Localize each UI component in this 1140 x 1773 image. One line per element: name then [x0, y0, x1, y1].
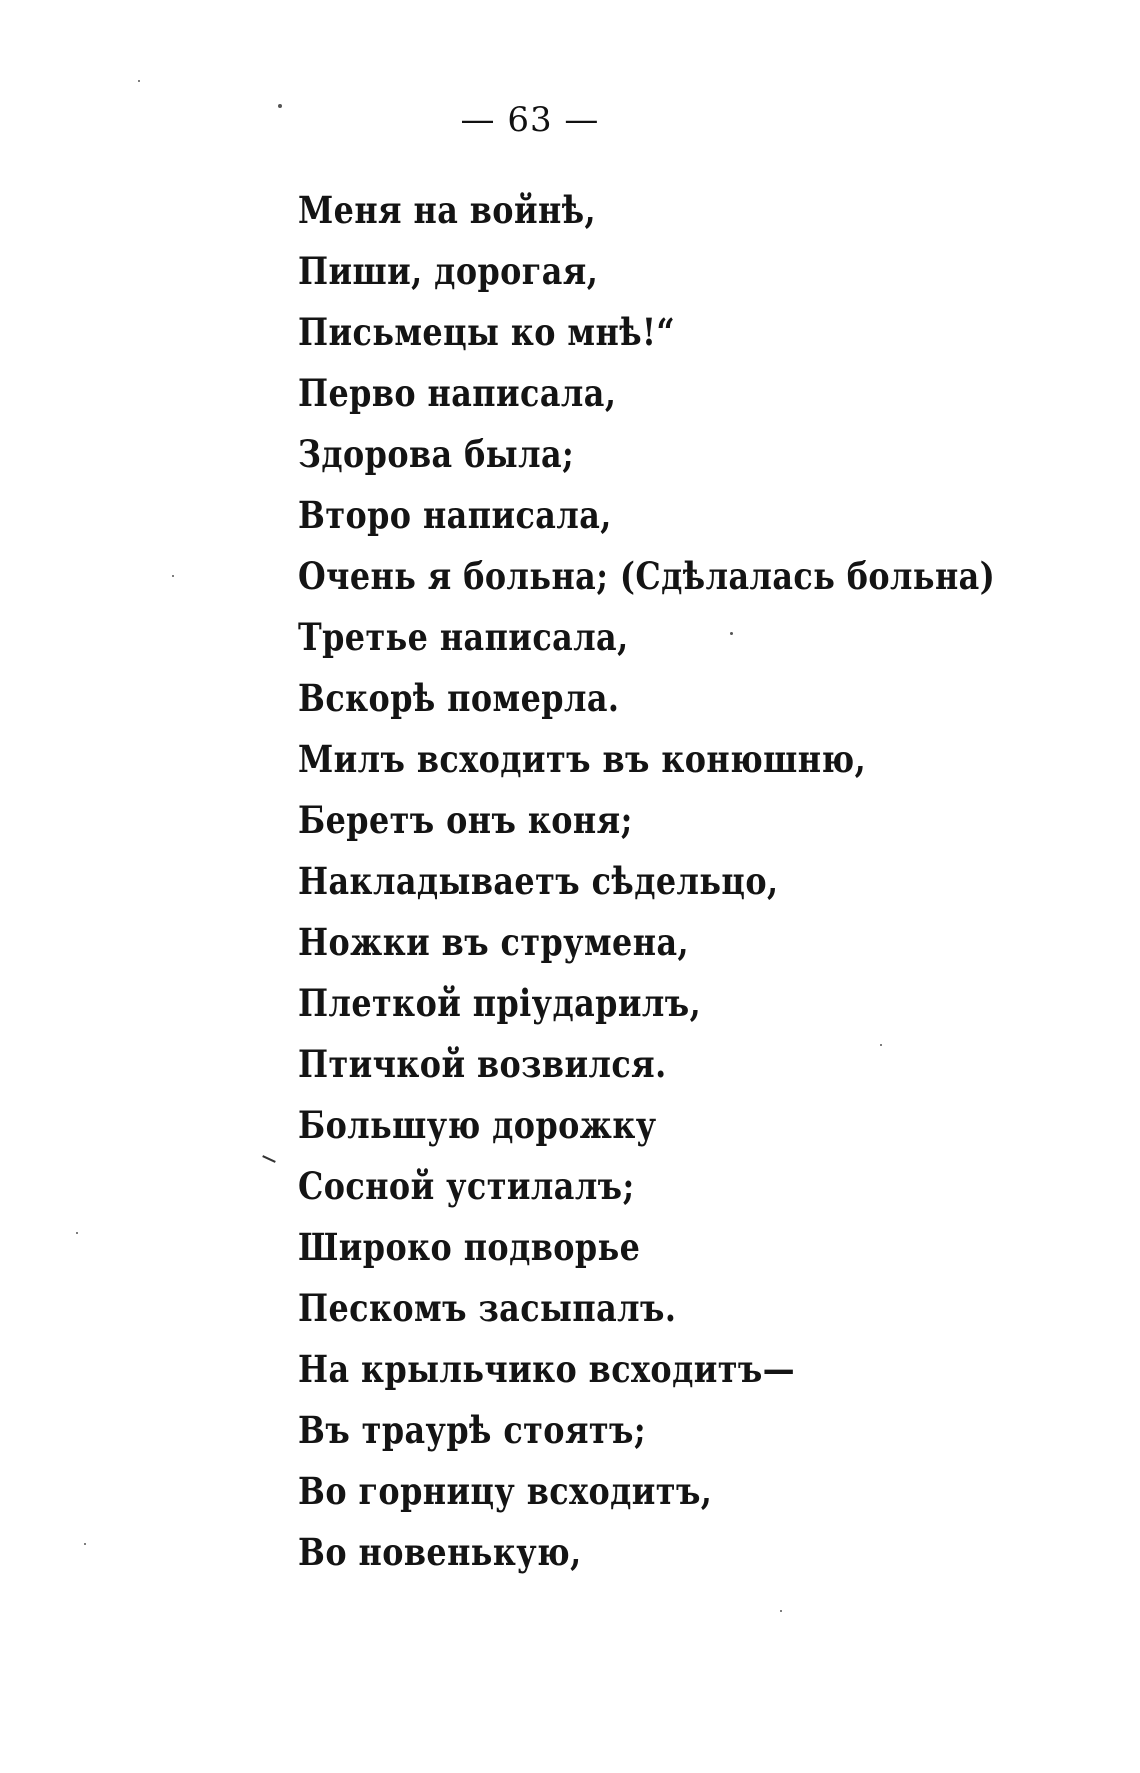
poem-line: Очень я больна; (Сдѣлалась больна)	[298, 554, 996, 598]
poem-line: Во новенькую,	[298, 1530, 582, 1574]
poem-line: Пиши, дорогая,	[298, 249, 599, 293]
poem-line: Въ траурѣ стоятъ;	[298, 1408, 647, 1452]
poem-line: Во горницу всходитъ,	[298, 1469, 713, 1513]
scan-mark	[262, 1155, 276, 1163]
poem-line: Вскорѣ померла.	[298, 676, 620, 720]
poem-line: Большую дорожку	[298, 1103, 657, 1147]
poem-line: Письмецы ко мнѣ!“	[298, 310, 676, 354]
poem-line: Здорова была;	[298, 432, 575, 476]
poem-line: Ножки въ струмена,	[298, 920, 690, 964]
scan-speck	[730, 632, 733, 635]
poem-line: Третье написала,	[298, 615, 629, 659]
poem	[298, 180, 1109, 1583]
poem-line: Сосной устилалъ;	[298, 1164, 635, 1208]
scan-speck	[780, 1610, 782, 1612]
poem-line: Милъ всходитъ въ конюшню,	[298, 737, 867, 781]
scan-speck	[172, 575, 174, 577]
scan-speck	[278, 104, 282, 108]
poem-line: Накладываетъ сѣдельцо,	[298, 859, 779, 903]
poem-line: На крыльчико всходитъ—	[298, 1347, 795, 1391]
poem-line: Птичкой возвился.	[298, 1042, 667, 1086]
scan-speck	[84, 1543, 86, 1545]
poem-line: Широко подворье	[298, 1225, 641, 1269]
scan-speck	[76, 1232, 78, 1234]
scan-speck	[880, 1044, 882, 1046]
poem-line: Беретъ онъ коня;	[298, 798, 633, 842]
poem-line: Пескомъ засыпалъ.	[298, 1286, 677, 1330]
poem-line: Второ написала,	[298, 493, 612, 537]
page-number: — 63 —	[460, 100, 600, 140]
poem-line: Плеткой прiударилъ,	[298, 981, 702, 1025]
poem-line: Меня на войнѣ,	[298, 188, 597, 232]
scan-speck	[138, 80, 140, 82]
poem-line: Перво написала,	[298, 371, 617, 415]
